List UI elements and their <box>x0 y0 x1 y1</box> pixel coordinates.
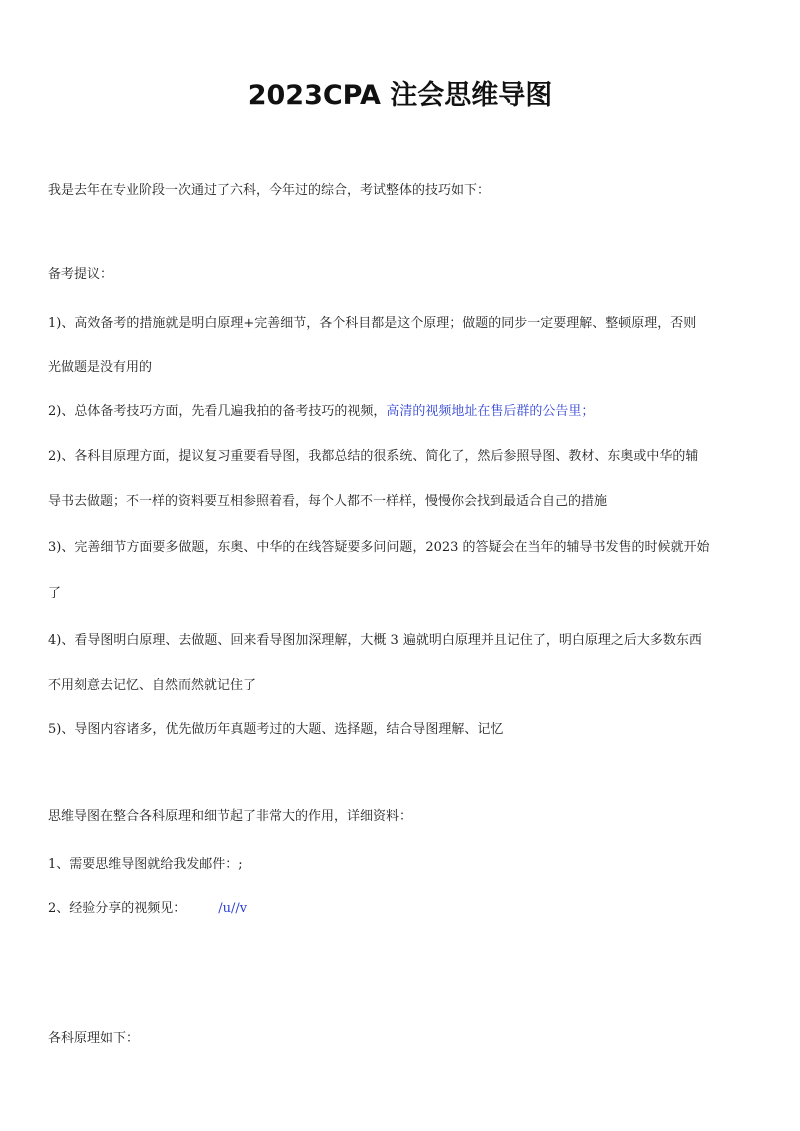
item2a-text: 2)、总体备考技巧方面，先看几遍我拍的备考技巧的视频， <box>48 404 387 419</box>
item1-line1: 1)、高效备考的措施就是明白原理+完善细节，各个科目都是这个原理；做题的同步一定要理解、整顿原理，否则 <box>48 316 697 331</box>
item4-line1: 4)、看导图明白原理、去做题、回来看导图加深理解，大概 3 遍就明白原理并且记住了，明白原理之后大多数东西 <box>48 633 702 648</box>
item5-line: 5)、导图内容诸多，优先做历年真题考过的大题、选择题，结合导图理解、记忆 <box>48 722 504 737</box>
item2b-line1: 2)、各科目原理方面，提议复习重要看导图，我都总结的很系统、简化了，然后参照导图、教材、东奥或中华的辅 <box>48 449 699 464</box>
contact2-label: 2、经验分享的视频见： <box>48 901 187 916</box>
contact2-line <box>48 899 760 919</box>
intro-paragraph: 我是去年在专业阶段一次通过了六科，今年过的综合，考试整体的技巧如下： <box>48 183 491 198</box>
principles-heading: 各科原理如下： <box>48 1031 140 1046</box>
video-share-link[interactable]: /u//v <box>218 901 248 916</box>
item4-line2: 不用刻意去记忆、自然而然就记住了 <box>48 678 257 693</box>
video-address-link[interactable]: 高清的视频地址在售后群的公告里； <box>386 404 595 419</box>
contact1-line: 1、需要思维导图就给我发邮件：; <box>48 857 243 872</box>
item3-line1: 3)、完善细节方面要多做题，东奥、中华的在线答疑要多问问题，2023 的答疑会在当年的辅导书发售的时候就开始 <box>48 540 710 555</box>
mindmap-intro: 思维导图在整合各科原理和细节起了非常大的作用，详细资料： <box>48 809 413 824</box>
item1-line2: 光做题是没有用的 <box>48 360 153 375</box>
item2a-line <box>48 402 760 422</box>
suggestion-heading: 备考提议： <box>48 267 114 282</box>
item2b-line2: 导书去做题；不一样的资料要互相参照着看，每个人都不一样样，慢慢你会找到最适合自己的措施 <box>48 494 608 509</box>
page-title: 2023CPA 注会思维导图 <box>247 80 553 111</box>
item3-line2: 了 <box>48 586 62 601</box>
